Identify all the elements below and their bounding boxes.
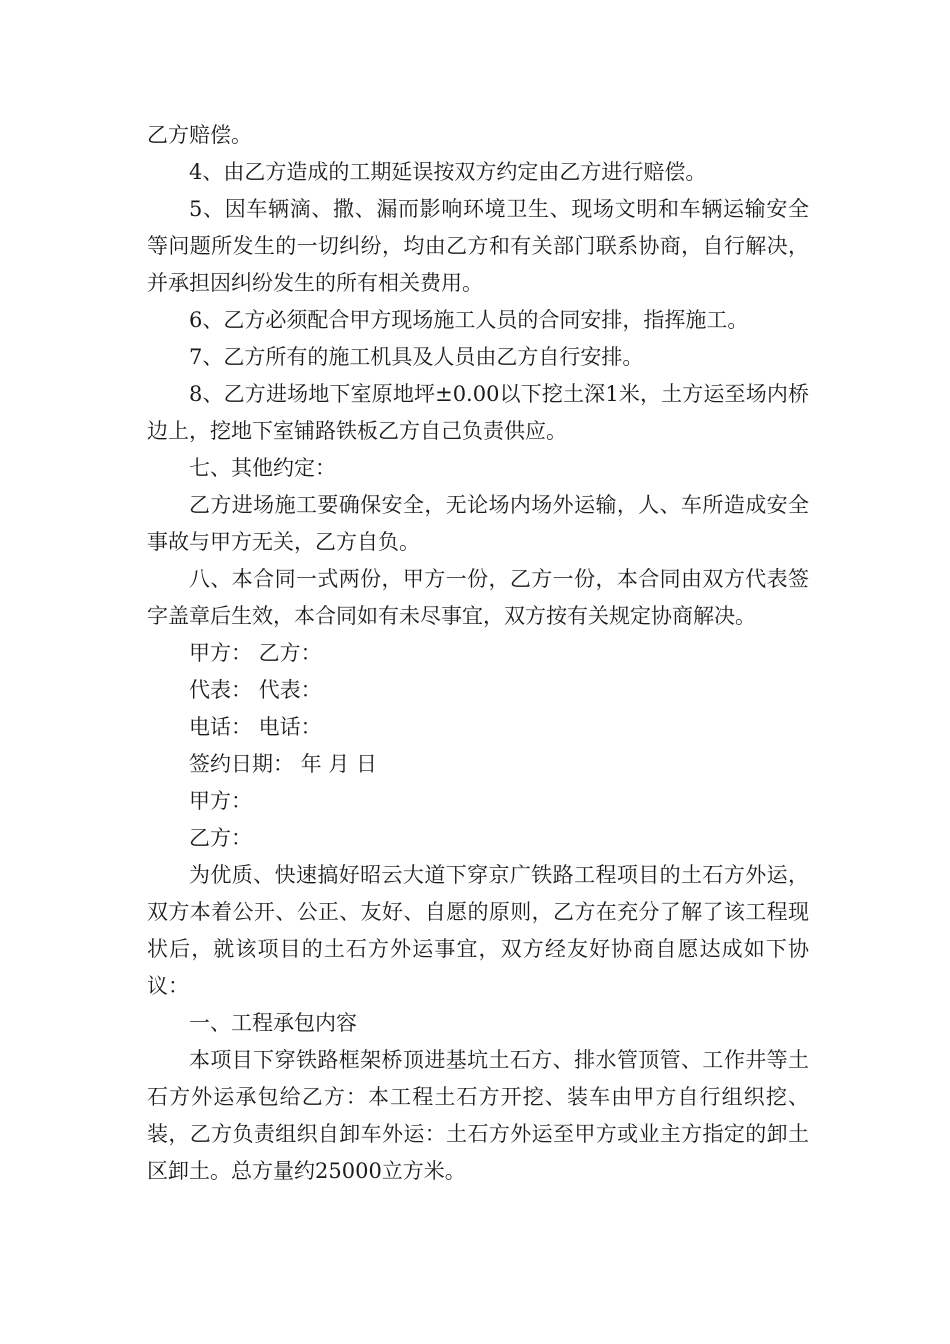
party-b-label: 乙方： — [189, 826, 252, 850]
paragraph-compensation-end: 乙方赔偿。 — [147, 123, 252, 147]
paragraph-safety: 乙方进场施工要确保安全，无论场内场外运输，人、车所造成安全事故与甲方无关，乙方自负。 — [147, 493, 809, 554]
section-heading-scope: 一、工程承包内容 — [189, 1011, 357, 1035]
paragraph-clause-8: 8、乙方进场地下室原地坪±0.00以下挖土深1米，土方运至场内桥边上，挖地下室铺路铁板乙方自己负责供应。 — [147, 382, 809, 443]
paragraph-copies: 八、本合同一式两份，甲方一份，乙方一份，本合同由双方代表签字盖章后生效，本合同如有未尽事宜，双方按有关规定协商解决。 — [147, 567, 809, 628]
section-heading-other-terms: 七、其他约定： — [189, 456, 336, 480]
paragraph-scope: 本项目下穿铁路框架桥顶进基坑土石方、排水管顶管、工作井等土石方外运承包给乙方：本工程土石方开挖、装车由甲方自行组织挖、装，乙方负责组织自卸车外运：土石方外运至甲方或业主方指定的卸土区卸土。总方量约25000立方米。 — [147, 1048, 809, 1183]
signature-phone-line: 电话： 电话： — [189, 715, 322, 739]
paragraph-preamble: 为优质、快速搞好昭云大道下穿京广铁路工程项目的土石方外运，双方本着公开、公正、友好、自愿的原则，乙方在充分了解了该工程现状后，就该项目的土石方外运事宜，双方经友好协商自愿达成如下协议： — [147, 863, 809, 998]
party-a-label: 甲方： — [189, 789, 252, 813]
signature-party-line: 甲方： 乙方： — [189, 641, 322, 665]
paragraph-clause-6: 6、乙方必须配合甲方现场施工人员的合同安排，指挥施工。 — [189, 308, 749, 332]
document-page — [147, 117, 809, 1190]
paragraph-clause-7: 7、乙方所有的施工机具及人员由乙方自行安排。 — [189, 345, 644, 369]
signature-representative-line: 代表： 代表： — [189, 678, 322, 702]
paragraph-clause-4: 4、由乙方造成的工期延误按双方约定由乙方进行赔偿。 — [189, 160, 707, 184]
signature-date-line: 签约日期： 年 月 日 — [189, 752, 378, 776]
paragraph-clause-5: 5、因车辆滴、撒、漏而影响环境卫生、现场文明和车辆运输安全等问题所发生的一切纠纷，均由乙方和有关部门联系协商，自行解决，并承担因纠纷发生的所有相关费用。 — [147, 197, 809, 295]
